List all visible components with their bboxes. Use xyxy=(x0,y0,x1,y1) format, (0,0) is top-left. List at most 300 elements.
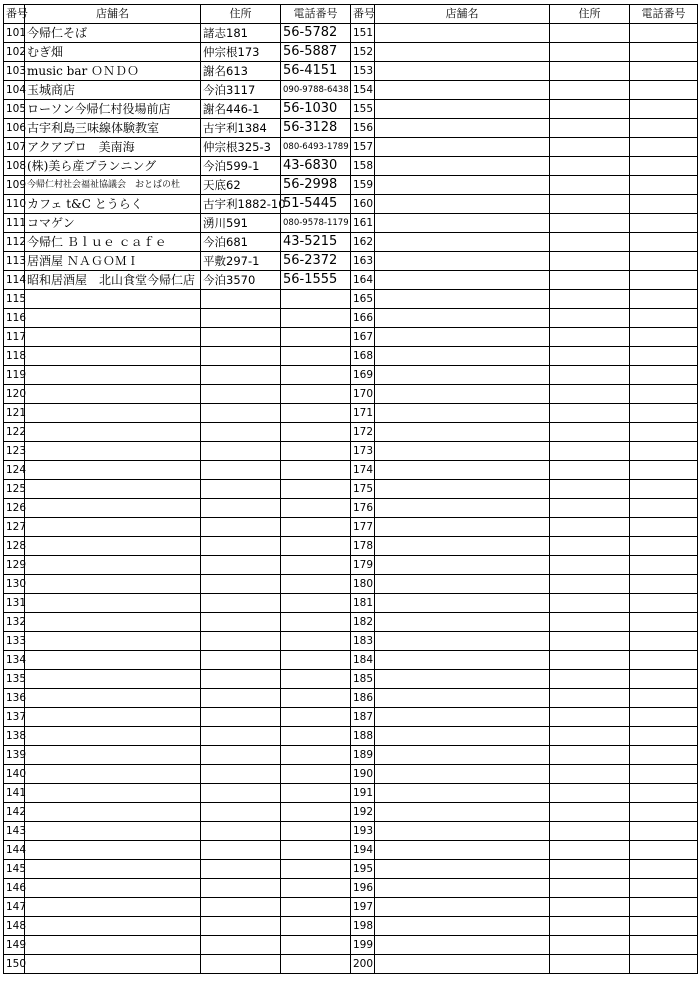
phone-cell-left xyxy=(281,727,351,746)
address-cell-left: 平敷297-1 xyxy=(201,252,281,271)
phone-cell-right xyxy=(630,689,698,708)
table-body xyxy=(4,24,698,974)
address-cell-left xyxy=(201,423,281,442)
address-cell-right xyxy=(550,480,630,499)
phone-cell-right xyxy=(630,765,698,784)
store-name-cell-left xyxy=(25,651,201,670)
store-name-cell-right xyxy=(375,119,550,138)
row-number-right: 163 xyxy=(351,252,375,271)
store-name-cell-left xyxy=(25,537,201,556)
header-number-left: 番号 xyxy=(4,5,25,24)
store-name-cell-right xyxy=(375,613,550,632)
row-number-right: 191 xyxy=(351,784,375,803)
store-name-cell-right xyxy=(375,24,550,43)
store-name-cell-right xyxy=(375,176,550,195)
row-number-left: 111 xyxy=(4,214,25,233)
phone-cell-right xyxy=(630,670,698,689)
row-number-right: 167 xyxy=(351,328,375,347)
row-number-left: 143 xyxy=(4,822,25,841)
phone-cell-right xyxy=(630,271,698,290)
table-row xyxy=(4,613,698,632)
row-number-right: 185 xyxy=(351,670,375,689)
store-name-cell-left: 今帰仁村社会福祉協議会 おとぱの杜 xyxy=(25,176,201,195)
address-cell-left xyxy=(201,632,281,651)
address-cell-left xyxy=(201,803,281,822)
row-number-right: 195 xyxy=(351,860,375,879)
row-number-right: 174 xyxy=(351,461,375,480)
table-row xyxy=(4,404,698,423)
row-number-left: 132 xyxy=(4,613,25,632)
address-cell-left xyxy=(201,594,281,613)
table-row xyxy=(4,81,698,100)
address-cell-left: 湧川591 xyxy=(201,214,281,233)
address-cell-right xyxy=(550,62,630,81)
table-row xyxy=(4,765,698,784)
phone-cell-left: 56-5887 xyxy=(281,43,351,62)
row-number-left: 145 xyxy=(4,860,25,879)
address-cell-left: 仲宗根173 xyxy=(201,43,281,62)
address-cell-right xyxy=(550,385,630,404)
row-number-right: 175 xyxy=(351,480,375,499)
phone-cell-right xyxy=(630,632,698,651)
phone-cell-left xyxy=(281,556,351,575)
store-name-cell-left xyxy=(25,879,201,898)
table-row xyxy=(4,822,698,841)
store-name-cell-left: 昭和居酒屋 北山食堂今帰仁店 xyxy=(25,271,201,290)
store-name-cell-right xyxy=(375,328,550,347)
address-cell-right xyxy=(550,917,630,936)
address-cell-right xyxy=(550,195,630,214)
store-name-cell-right xyxy=(375,366,550,385)
store-name-cell-left xyxy=(25,613,201,632)
row-number-right: 176 xyxy=(351,499,375,518)
address-cell-right xyxy=(550,138,630,157)
address-cell-right xyxy=(550,898,630,917)
table-row xyxy=(4,138,698,157)
row-number-left: 127 xyxy=(4,518,25,537)
address-cell-left xyxy=(201,442,281,461)
row-number-right: 199 xyxy=(351,936,375,955)
address-cell-right xyxy=(550,727,630,746)
table-row xyxy=(4,328,698,347)
address-cell-right xyxy=(550,594,630,613)
store-list-sheet xyxy=(3,4,697,996)
store-name-cell-right xyxy=(375,841,550,860)
table-row xyxy=(4,917,698,936)
address-cell-right xyxy=(550,575,630,594)
phone-cell-right xyxy=(630,195,698,214)
store-name-cell-left: (株)美ら産プランニング xyxy=(25,157,201,176)
table-row xyxy=(4,860,698,879)
table-row xyxy=(4,119,698,138)
store-name-cell-left: ローソン今帰仁村役場前店 xyxy=(25,100,201,119)
store-name-cell-right xyxy=(375,575,550,594)
store-name-cell-right xyxy=(375,936,550,955)
store-name-cell-left xyxy=(25,917,201,936)
row-number-right: 155 xyxy=(351,100,375,119)
phone-cell-left xyxy=(281,670,351,689)
phone-cell-right xyxy=(630,81,698,100)
row-number-right: 196 xyxy=(351,879,375,898)
store-name-cell-right xyxy=(375,252,550,271)
row-number-right: 192 xyxy=(351,803,375,822)
store-name-cell-right xyxy=(375,195,550,214)
store-name-cell-left xyxy=(25,765,201,784)
address-cell-right xyxy=(550,328,630,347)
address-cell-left xyxy=(201,670,281,689)
address-cell-left xyxy=(201,309,281,328)
row-number-right: 189 xyxy=(351,746,375,765)
table-row xyxy=(4,518,698,537)
phone-cell-right xyxy=(630,461,698,480)
row-number-right: 162 xyxy=(351,233,375,252)
store-name-cell-left xyxy=(25,518,201,537)
row-number-left: 112 xyxy=(4,233,25,252)
phone-cell-right xyxy=(630,309,698,328)
store-name-cell-right xyxy=(375,233,550,252)
row-number-right: 159 xyxy=(351,176,375,195)
row-number-right: 200 xyxy=(351,955,375,974)
table-row xyxy=(4,727,698,746)
store-name-cell-right xyxy=(375,537,550,556)
phone-cell-right xyxy=(630,518,698,537)
table-row xyxy=(4,746,698,765)
table-row xyxy=(4,689,698,708)
table-row xyxy=(4,157,698,176)
address-cell-left xyxy=(201,499,281,518)
address-cell-right xyxy=(550,499,630,518)
row-number-left: 109 xyxy=(4,176,25,195)
row-number-left: 133 xyxy=(4,632,25,651)
phone-cell-left xyxy=(281,423,351,442)
phone-cell-left xyxy=(281,803,351,822)
table-row xyxy=(4,537,698,556)
address-cell-right xyxy=(550,518,630,537)
phone-cell-right xyxy=(630,233,698,252)
address-cell-right xyxy=(550,461,630,480)
address-cell-left xyxy=(201,955,281,974)
phone-cell-right xyxy=(630,119,698,138)
address-cell-right xyxy=(550,24,630,43)
address-cell-left xyxy=(201,727,281,746)
row-number-left: 107 xyxy=(4,138,25,157)
row-number-right: 198 xyxy=(351,917,375,936)
address-cell-left xyxy=(201,366,281,385)
phone-cell-right xyxy=(630,290,698,309)
row-number-right: 194 xyxy=(351,841,375,860)
address-cell-left: 今泊599-1 xyxy=(201,157,281,176)
row-number-right: 180 xyxy=(351,575,375,594)
store-name-cell-right xyxy=(375,898,550,917)
store-name-cell-right xyxy=(375,461,550,480)
address-cell-right xyxy=(550,784,630,803)
row-number-right: 171 xyxy=(351,404,375,423)
address-cell-right xyxy=(550,613,630,632)
row-number-left: 108 xyxy=(4,157,25,176)
table-row xyxy=(4,632,698,651)
row-number-left: 124 xyxy=(4,461,25,480)
phone-cell-right xyxy=(630,575,698,594)
row-number-right: 183 xyxy=(351,632,375,651)
row-number-left: 119 xyxy=(4,366,25,385)
phone-cell-left xyxy=(281,689,351,708)
store-name-cell-left: 居酒屋 ＮＡＧＯＭＩ xyxy=(25,252,201,271)
address-cell-left xyxy=(201,556,281,575)
row-number-right: 166 xyxy=(351,309,375,328)
store-name-cell-right xyxy=(375,404,550,423)
store-name-cell-right xyxy=(375,556,550,575)
table-row xyxy=(4,252,698,271)
phone-cell-left xyxy=(281,765,351,784)
address-cell-right xyxy=(550,651,630,670)
row-number-right: 165 xyxy=(351,290,375,309)
phone-cell-right xyxy=(630,100,698,119)
phone-cell-right xyxy=(630,62,698,81)
store-name-cell-right xyxy=(375,917,550,936)
row-number-right: 193 xyxy=(351,822,375,841)
row-number-left: 136 xyxy=(4,689,25,708)
header-phone-right: 電話番号 xyxy=(630,5,698,24)
phone-cell-left xyxy=(281,746,351,765)
phone-cell-left: 56-3128 xyxy=(281,119,351,138)
address-cell-right xyxy=(550,936,630,955)
row-number-right: 190 xyxy=(351,765,375,784)
row-number-right: 186 xyxy=(351,689,375,708)
phone-cell-right xyxy=(630,594,698,613)
table-row xyxy=(4,879,698,898)
row-number-right: 160 xyxy=(351,195,375,214)
store-name-cell-left xyxy=(25,385,201,404)
address-cell-right xyxy=(550,252,630,271)
phone-cell-left: 56-2372 xyxy=(281,252,351,271)
address-cell-right xyxy=(550,176,630,195)
phone-cell-right xyxy=(630,157,698,176)
table-row xyxy=(4,24,698,43)
address-cell-right xyxy=(550,860,630,879)
row-number-left: 129 xyxy=(4,556,25,575)
address-cell-right xyxy=(550,556,630,575)
store-name-cell-right xyxy=(375,62,550,81)
address-cell-left: 天底62 xyxy=(201,176,281,195)
address-cell-right xyxy=(550,43,630,62)
table-row xyxy=(4,575,698,594)
phone-cell-left xyxy=(281,537,351,556)
row-number-right: 164 xyxy=(351,271,375,290)
address-cell-left xyxy=(201,613,281,632)
row-number-left: 122 xyxy=(4,423,25,442)
phone-cell-left xyxy=(281,328,351,347)
address-cell-left xyxy=(201,651,281,670)
header-address-right: 住所 xyxy=(550,5,630,24)
address-cell-left xyxy=(201,518,281,537)
phone-cell-left xyxy=(281,784,351,803)
table-row xyxy=(4,62,698,81)
address-cell-right xyxy=(550,879,630,898)
table-row xyxy=(4,43,698,62)
phone-cell-right xyxy=(630,366,698,385)
phone-cell-right xyxy=(630,917,698,936)
store-name-cell-left: アクアプロ 美南海 xyxy=(25,138,201,157)
row-number-right: 178 xyxy=(351,537,375,556)
row-number-right: 181 xyxy=(351,594,375,613)
address-cell-left xyxy=(201,480,281,499)
phone-cell-right xyxy=(630,955,698,974)
row-number-right: 188 xyxy=(351,727,375,746)
store-name-cell-left xyxy=(25,556,201,575)
address-cell-right xyxy=(550,309,630,328)
phone-cell-right xyxy=(630,784,698,803)
phone-cell-left: 56-1555 xyxy=(281,271,351,290)
phone-cell-right xyxy=(630,708,698,727)
table-row xyxy=(4,708,698,727)
phone-cell-left xyxy=(281,860,351,879)
row-number-left: 130 xyxy=(4,575,25,594)
table-row xyxy=(4,670,698,689)
table-row xyxy=(4,309,698,328)
store-name-cell-right xyxy=(375,784,550,803)
address-cell-right xyxy=(550,746,630,765)
table-row xyxy=(4,176,698,195)
store-name-cell-left xyxy=(25,404,201,423)
store-name-cell-left xyxy=(25,290,201,309)
row-number-left: 118 xyxy=(4,347,25,366)
phone-cell-left xyxy=(281,404,351,423)
store-name-cell-left xyxy=(25,442,201,461)
row-number-right: 170 xyxy=(351,385,375,404)
row-number-left: 142 xyxy=(4,803,25,822)
phone-cell-right xyxy=(630,404,698,423)
row-number-right: 158 xyxy=(351,157,375,176)
phone-cell-left xyxy=(281,499,351,518)
store-name-cell-right xyxy=(375,138,550,157)
store-name-cell-left: 今帰仁 Ｂｌｕｅ ｃａｆｅ xyxy=(25,233,201,252)
store-name-cell-left xyxy=(25,309,201,328)
address-cell-left: 今泊681 xyxy=(201,233,281,252)
phone-cell-left xyxy=(281,879,351,898)
address-cell-right xyxy=(550,271,630,290)
store-name-cell-left: 古宇利島三味線体験教室 xyxy=(25,119,201,138)
row-number-left: 113 xyxy=(4,252,25,271)
address-cell-right xyxy=(550,119,630,138)
phone-cell-left xyxy=(281,898,351,917)
store-name-cell-right xyxy=(375,708,550,727)
store-name-cell-left xyxy=(25,708,201,727)
address-cell-right xyxy=(550,347,630,366)
store-name-cell-right xyxy=(375,157,550,176)
store-name-cell-left: music bar ＯＮＤＯ xyxy=(25,62,201,81)
store-name-cell-right xyxy=(375,81,550,100)
store-name-cell-left xyxy=(25,461,201,480)
row-number-left: 116 xyxy=(4,309,25,328)
phone-cell-right xyxy=(630,252,698,271)
row-number-right: 179 xyxy=(351,556,375,575)
store-name-cell-left: カフェ t&C とうらく xyxy=(25,195,201,214)
store-name-cell-left: コマゲン xyxy=(25,214,201,233)
table-row xyxy=(4,214,698,233)
phone-cell-right xyxy=(630,803,698,822)
address-cell-left: 今泊3570 xyxy=(201,271,281,290)
phone-cell-left xyxy=(281,347,351,366)
phone-cell-right xyxy=(630,556,698,575)
phone-cell-right xyxy=(630,898,698,917)
store-name-cell-left xyxy=(25,689,201,708)
phone-cell-left xyxy=(281,955,351,974)
row-number-right: 152 xyxy=(351,43,375,62)
phone-cell-left: 56-5782 xyxy=(281,24,351,43)
address-cell-left xyxy=(201,841,281,860)
phone-cell-right xyxy=(630,879,698,898)
table-row xyxy=(4,480,698,499)
row-number-left: 150 xyxy=(4,955,25,974)
phone-cell-left xyxy=(281,917,351,936)
row-number-left: 149 xyxy=(4,936,25,955)
table-row xyxy=(4,499,698,518)
header-number-right: 番号 xyxy=(351,5,375,24)
table-row xyxy=(4,271,698,290)
table-row xyxy=(4,841,698,860)
phone-cell-left xyxy=(281,385,351,404)
table-row xyxy=(4,784,698,803)
header-row xyxy=(4,5,698,24)
phone-cell-left: 56-4151 xyxy=(281,62,351,81)
row-number-left: 146 xyxy=(4,879,25,898)
table-row xyxy=(4,898,698,917)
address-cell-left: 仲宗根325-3 xyxy=(201,138,281,157)
phone-cell-right xyxy=(630,727,698,746)
row-number-left: 120 xyxy=(4,385,25,404)
address-cell-left xyxy=(201,575,281,594)
store-name-cell-right xyxy=(375,518,550,537)
address-cell-right xyxy=(550,442,630,461)
store-name-cell-left xyxy=(25,841,201,860)
row-number-left: 104 xyxy=(4,81,25,100)
address-cell-right xyxy=(550,404,630,423)
store-name-cell-right xyxy=(375,290,550,309)
table-row xyxy=(4,651,698,670)
table-row xyxy=(4,423,698,442)
store-name-cell-right xyxy=(375,347,550,366)
phone-cell-right xyxy=(630,537,698,556)
row-number-right: 168 xyxy=(351,347,375,366)
store-name-cell-right xyxy=(375,214,550,233)
address-cell-left xyxy=(201,347,281,366)
phone-cell-left xyxy=(281,936,351,955)
store-name-cell-left xyxy=(25,898,201,917)
store-name-cell-right xyxy=(375,765,550,784)
phone-cell-left: 080-9578-1179 xyxy=(281,214,351,233)
store-name-cell-left xyxy=(25,670,201,689)
store-name-cell-left xyxy=(25,594,201,613)
address-cell-right xyxy=(550,670,630,689)
store-name-cell-right xyxy=(375,670,550,689)
table-row xyxy=(4,366,698,385)
header-address-left: 住所 xyxy=(201,5,281,24)
table-row xyxy=(4,955,698,974)
store-name-cell-left xyxy=(25,727,201,746)
address-cell-left xyxy=(201,936,281,955)
store-name-cell-right xyxy=(375,651,550,670)
row-number-left: 115 xyxy=(4,290,25,309)
table-row xyxy=(4,290,698,309)
row-number-right: 153 xyxy=(351,62,375,81)
table-row xyxy=(4,556,698,575)
row-number-left: 126 xyxy=(4,499,25,518)
store-name-cell-right xyxy=(375,822,550,841)
table-row xyxy=(4,385,698,404)
address-cell-left xyxy=(201,784,281,803)
phone-cell-left xyxy=(281,309,351,328)
address-cell-right xyxy=(550,632,630,651)
